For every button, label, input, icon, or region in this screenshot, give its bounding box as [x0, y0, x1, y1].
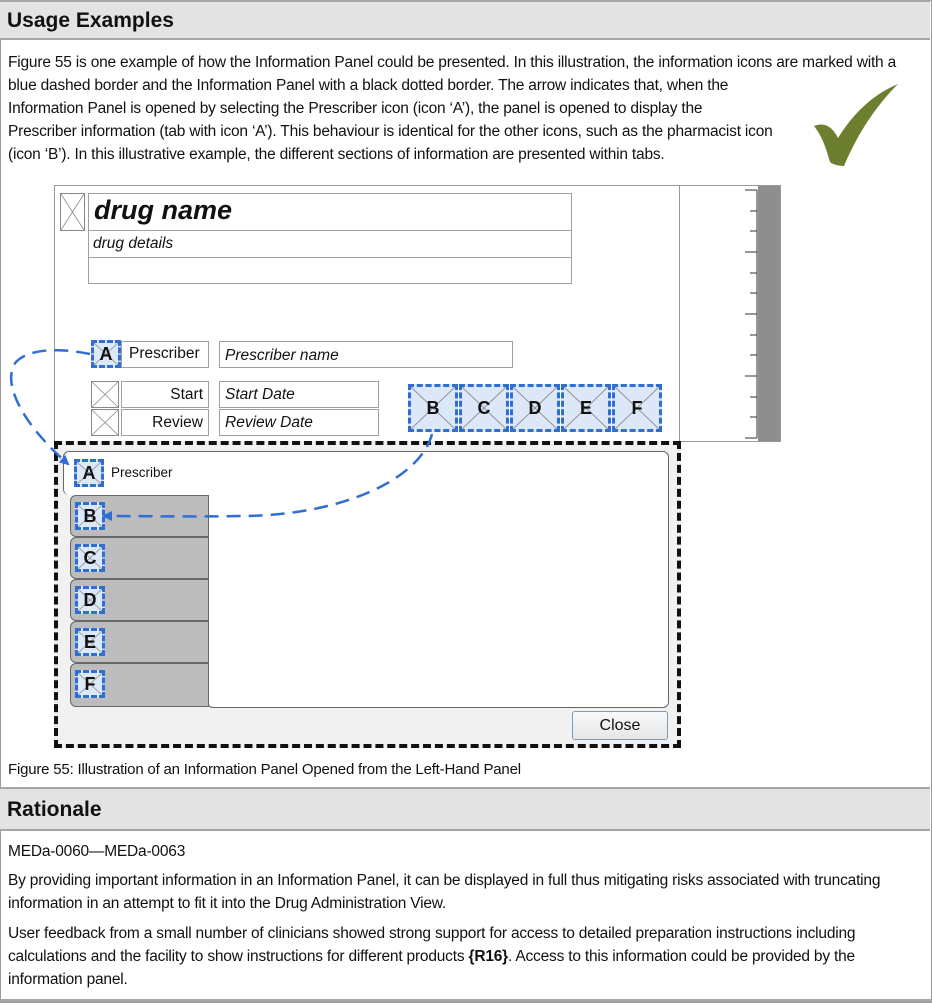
paragraph-line: information panel.	[8, 971, 128, 988]
section-header-usage-examples	[0, 0, 930, 40]
tab-c[interactable]	[70, 537, 209, 579]
icon-letter: D	[528, 397, 542, 418]
start-date: Start Date	[225, 386, 295, 403]
tab-info-icon-f	[75, 670, 105, 698]
paragraph-line: information in an attempt to fit it into the Drug Administration View.	[8, 895, 447, 912]
tab-info-icon-e	[75, 628, 105, 656]
bottom-border	[0, 999, 932, 1002]
info-icon-b[interactable]	[408, 384, 458, 432]
icon-letter: F	[631, 397, 643, 418]
drug-details: drug details	[93, 235, 174, 252]
icon-letter: A	[99, 343, 113, 364]
icon-letter: C	[477, 397, 491, 418]
drug-name-field	[88, 193, 572, 231]
tab-b[interactable]	[70, 495, 209, 537]
prescriber-label: Prescriber	[129, 345, 200, 362]
paragraph-line: Prescriber information (tab with icon ‘A’). This behaviour is identical for the other icons, such as the pharmacist icon	[8, 123, 773, 140]
paragraph-line: User feedback from a small number of clinicians showed strong support for access to detailed preparation instructions including	[8, 925, 856, 942]
rationale-reference: MEDa-0060—MEDa-0063	[8, 843, 186, 860]
close-button[interactable]	[572, 711, 668, 740]
info-icon-d[interactable]	[510, 384, 560, 432]
icon-letter: A	[82, 462, 96, 483]
paragraph-line: blue dashed border and the Information Panel with a black dotted border. The arrow indicates that, when the	[8, 77, 729, 94]
drug-details-field	[88, 230, 572, 258]
icon-letter: D	[83, 589, 97, 610]
drug-extra-field	[88, 257, 572, 284]
icon-letter: E	[579, 397, 592, 418]
icon-letter: C	[83, 547, 97, 568]
review-date: Review Date	[225, 414, 313, 431]
info-icon-f[interactable]	[612, 384, 662, 432]
icon-letter: F	[84, 673, 96, 694]
review-label: Review	[152, 414, 203, 431]
tab-f[interactable]	[70, 663, 209, 707]
prescriber-name-field	[219, 341, 513, 368]
close-button-label: Close	[599, 716, 641, 734]
prescriber-name: Prescriber name	[225, 347, 339, 364]
icon-letter: B	[426, 397, 440, 418]
rationale-paragraph-1	[8, 869, 880, 915]
start-placeholder-icon	[91, 381, 119, 408]
text-span: . Access to this information could be provided by the	[508, 948, 855, 965]
scrollbar[interactable]	[758, 186, 780, 441]
requirement-reference: {R16}	[468, 948, 508, 965]
paragraph-line: Information Panel is opened by selecting the Prescriber icon (icon ‘A’), the panel is opened to display the	[8, 100, 703, 117]
tab-e[interactable]	[70, 621, 209, 663]
text-span: calculations and the facility to show instructions for different products	[8, 948, 469, 965]
paragraph-line: Figure 55 is one example of how the Information Panel could be presented. In this illustration, the information icons are marked with a	[8, 54, 896, 71]
tab-info-icon-a	[74, 459, 104, 487]
icon-letter: E	[83, 631, 96, 652]
start-label-box	[121, 381, 209, 408]
tab-info-icon-b	[75, 502, 105, 530]
tab-d[interactable]	[70, 579, 209, 621]
usage-paragraph	[8, 51, 896, 166]
tab-prescriber[interactable]	[63, 451, 213, 495]
checkmark-icon	[810, 82, 902, 168]
paragraph-line	[8, 945, 855, 968]
review-label-box	[121, 409, 209, 436]
info-icon-e[interactable]	[561, 384, 611, 432]
start-label: Start	[170, 386, 203, 403]
paragraph-line: (icon ‘B’). In this illustrative example, the different sections of information are presented within tabs.	[8, 146, 665, 163]
info-icon-c[interactable]	[459, 384, 509, 432]
section-title: Usage Examples	[7, 9, 174, 32]
panel-content-area	[207, 451, 669, 708]
time-ruler	[740, 186, 758, 441]
rationale-paragraph-2	[8, 922, 855, 991]
drug-name: drug name	[94, 195, 233, 225]
prescriber-info-icon[interactable]	[91, 340, 121, 368]
paragraph-line: By providing important information in an Information Panel, it can be displayed in full thus mitigating risks associated with truncating	[8, 872, 881, 889]
start-date-field	[219, 381, 379, 408]
tab-label: Prescriber	[111, 465, 173, 480]
review-placeholder-icon	[91, 409, 119, 436]
drug-image-placeholder-icon	[60, 193, 85, 231]
tab-info-icon-c	[75, 544, 105, 572]
icon-letter: B	[83, 505, 97, 526]
figure-caption: Figure 55: Illustration of an Information Panel Opened from the Left-Hand Panel	[8, 761, 521, 778]
section-title: Rationale	[7, 798, 102, 821]
section-header-rationale	[0, 787, 930, 831]
prescriber-label-box	[121, 341, 209, 368]
review-date-field	[219, 409, 379, 436]
tab-info-icon-d	[75, 586, 105, 614]
